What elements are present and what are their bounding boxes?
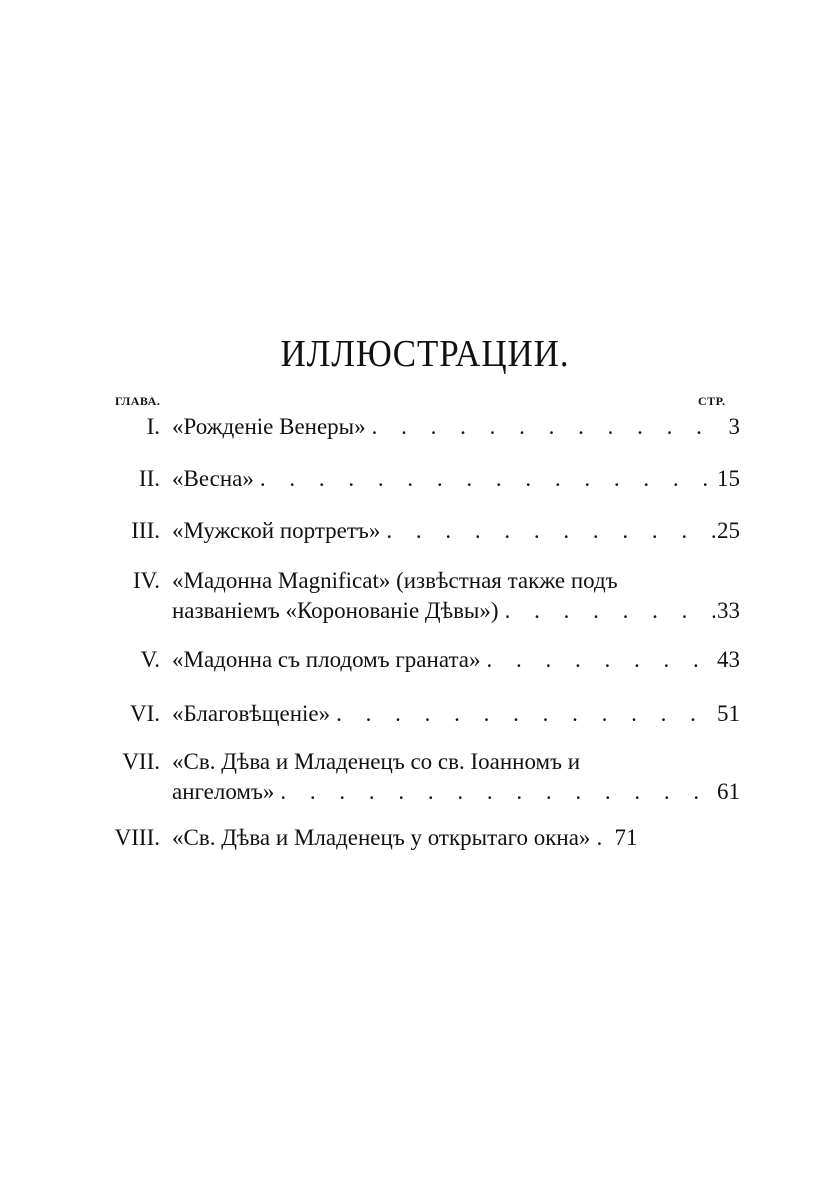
toc-entry (100, 699, 740, 729)
dot-leader (480, 645, 715, 675)
entry-title: «Мадонна съ плодомъ граната» (172, 647, 481, 672)
toc-entry (100, 516, 740, 546)
page-number: 25 (717, 518, 740, 543)
page-number: 43 (717, 647, 740, 672)
entry-title-continuation: ангеломъ» (172, 779, 275, 804)
toc-entry (100, 823, 740, 853)
entry-title: «Благовѣщеніе» (172, 701, 331, 726)
chapter-number: I. (146, 414, 160, 439)
dot-leader (499, 596, 715, 626)
toc-entry (100, 747, 740, 807)
chapter-number: VI. (129, 701, 160, 726)
page-number: 61 (717, 779, 740, 804)
toc-entry (100, 645, 740, 675)
toc-entry (100, 464, 740, 494)
entry-title: «Св. Дѣва и Младенецъ со св. Іоанномъ и (172, 749, 581, 774)
dot-leader (330, 699, 715, 729)
entry-title: «Мадонна Magnificat» (извѣстная также подъ (172, 568, 618, 593)
chapter-number: IV. (132, 568, 160, 593)
page-number: 33 (717, 598, 740, 623)
chapter-number: II. (138, 466, 160, 491)
toc-entry (100, 412, 740, 442)
chapter-number: V. (140, 647, 160, 672)
dot-leader (366, 412, 727, 442)
entry-title: «Мужской портретъ» (172, 518, 381, 543)
entry-title-continuation: названіемъ «Коронованіе Дѣвы») (172, 598, 499, 623)
dot-leader (254, 464, 715, 494)
page-number: 15 (717, 466, 740, 491)
entry-title: «Весна» (172, 466, 254, 491)
dot-leader (380, 516, 715, 546)
dot-leader (274, 777, 715, 807)
chapter-number: VIII. (114, 825, 160, 850)
chapter-number: III. (131, 518, 160, 543)
toc-entry (100, 566, 740, 626)
chapter-number: VII. (122, 749, 160, 774)
entry-title: «Рожденіе Венеры» (172, 414, 366, 439)
entry-title: «Св. Дѣва и Младенецъ у открытаго окна» (172, 825, 591, 850)
page-number: 71 (614, 825, 638, 850)
page-number: 3 (728, 414, 740, 439)
page-title: ИЛЛЮСТРАЦИИ. (280, 333, 570, 375)
page-number: 51 (717, 701, 740, 726)
page-column-header: СТР. (698, 394, 726, 408)
dot-leader (590, 823, 612, 853)
chapter-column-header: ГЛАВА. (115, 394, 161, 408)
